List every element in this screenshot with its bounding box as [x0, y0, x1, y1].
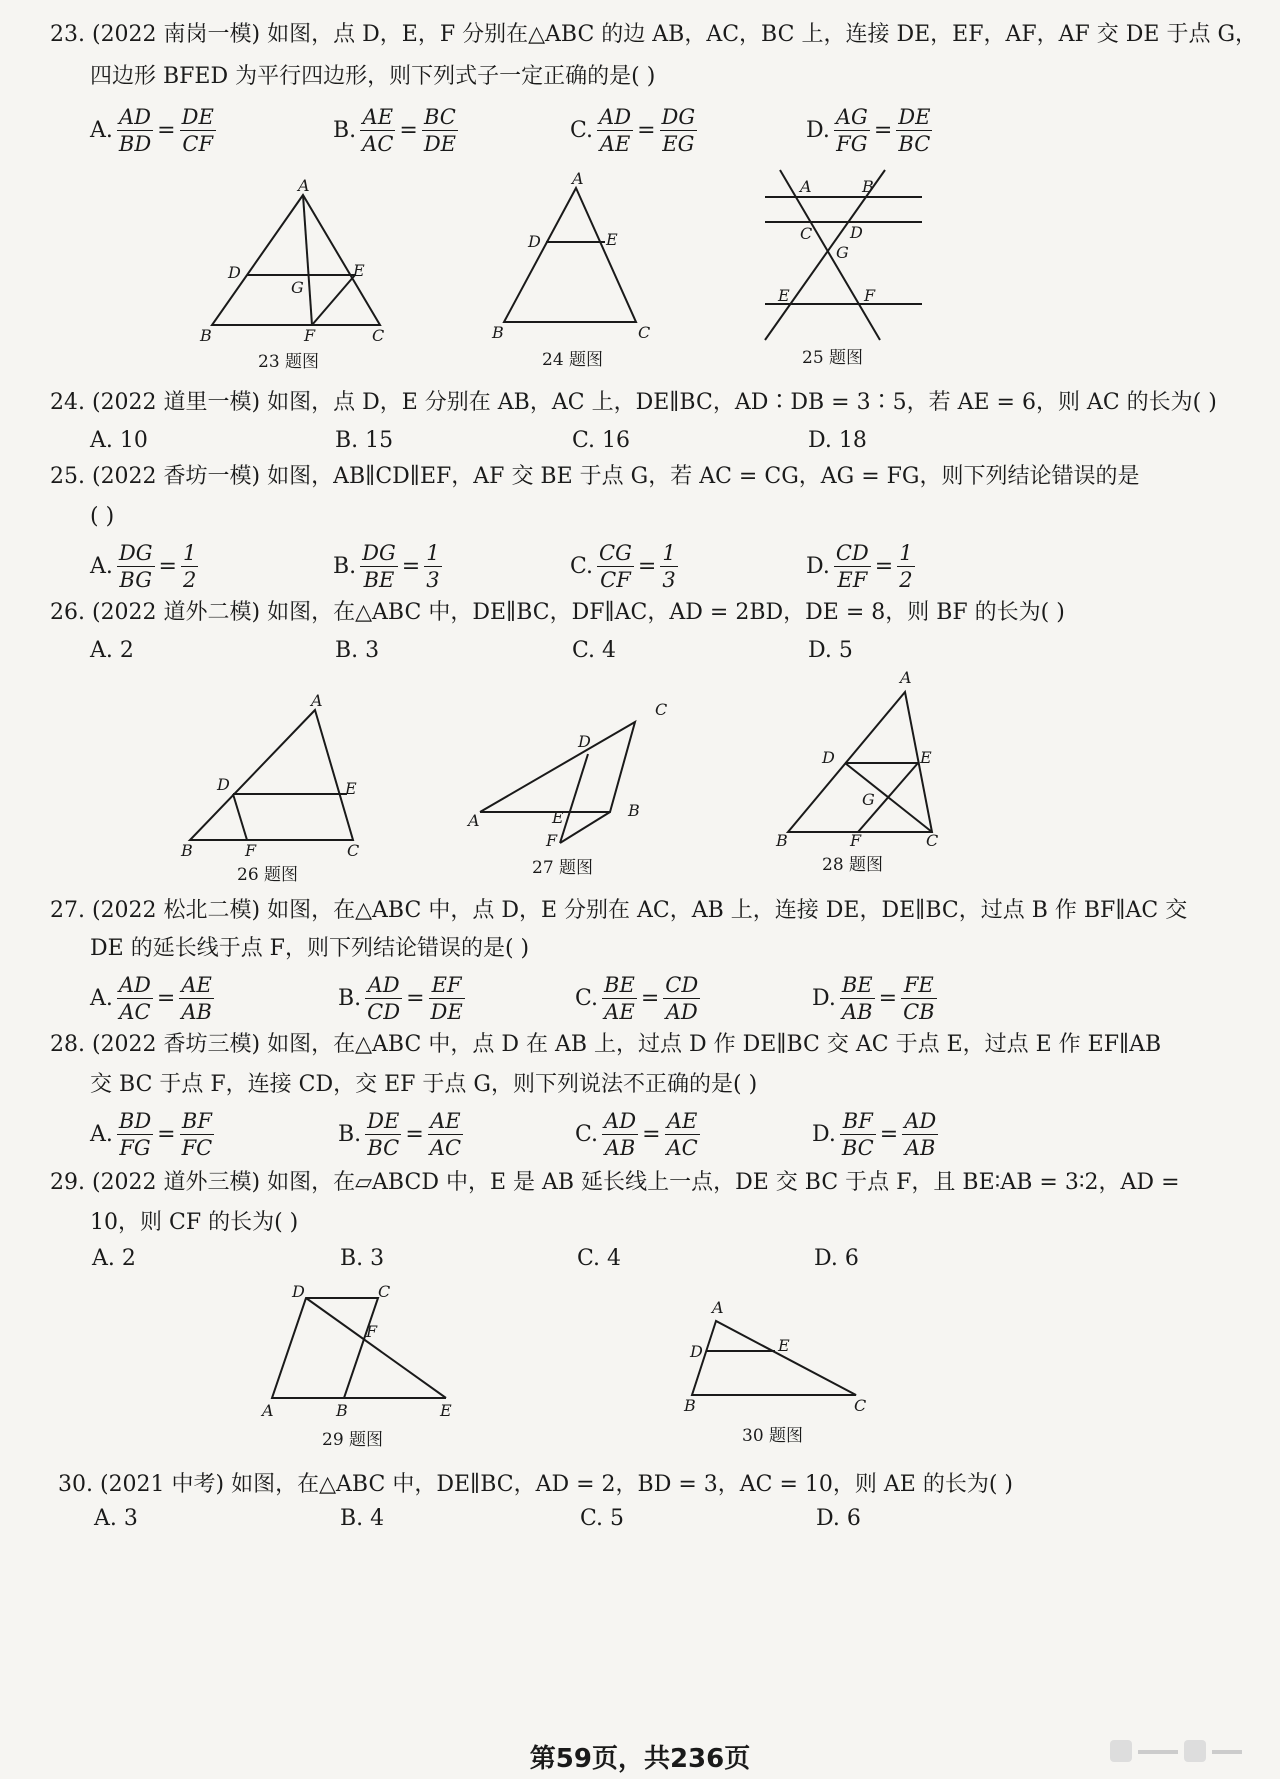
figure-28 [770, 670, 970, 880]
frac-num: AD [118, 973, 151, 997]
frac-den: EF [837, 568, 868, 592]
q26-text: 26. (2022 道外二模) 如图，在△ABC 中，DE∥BC，DF∥AC，AD = 2BD，DE = 8，则 BF 的长为( ) [50, 600, 1065, 625]
q25-text-line1: 25. (2022 香坊一模) 如图，AB∥CD∥EF，AF 交 BE 于点 G，若 AC = CG，AG = FG，则下列结论错误的是 [50, 464, 1140, 489]
frac-num: 1 [662, 541, 676, 565]
segment-df [560, 754, 588, 843]
label-d: D [528, 232, 541, 251]
q30-option-b[interactable]: B. 4 [340, 1506, 385, 1531]
figure-caption: 26 题图 [237, 865, 299, 885]
frac-num: BD [118, 1109, 152, 1133]
q23-option-b[interactable]: B. $\frac{AE}{AC}$ = $\frac{BC}{DE}$ [333, 105, 457, 156]
q28-option-b[interactable]: B. $\frac{DE}{BC}$ = $\frac{AE}{AC}$ [338, 1109, 462, 1160]
frac-num: AD [599, 105, 632, 129]
label-e: E [353, 261, 365, 280]
label-c: C [800, 224, 813, 243]
label-d: D [578, 732, 591, 751]
label-d: D [822, 748, 835, 767]
q24-option-d[interactable]: D. 18 [808, 428, 867, 453]
option-label: D. [806, 118, 830, 143]
label-b: B [492, 323, 504, 342]
label-b: B [181, 841, 193, 860]
frac-den: BD [118, 132, 152, 156]
frac-num: DG [362, 541, 396, 565]
figure-caption: 28 题图 [822, 855, 884, 875]
frac-num: AE [665, 1108, 700, 1135]
frac-num: 1 [182, 541, 197, 565]
option-label: B. [338, 986, 362, 1011]
frac-den: CF [600, 568, 631, 592]
label-g: G [291, 278, 304, 297]
option-label: A. [90, 1122, 113, 1147]
label-b: B [200, 326, 212, 345]
frac-den: 3 [662, 568, 676, 592]
frac-den: AB [841, 1000, 873, 1024]
option-label: B. [338, 1122, 362, 1147]
frac-den: BC [898, 132, 931, 156]
label-d: D [690, 1342, 703, 1361]
triangle-abc [480, 722, 635, 812]
frac-num: EF [429, 972, 465, 999]
figure-26 [175, 690, 375, 885]
frac-num: 1 [899, 541, 913, 565]
frac-num: 1 [426, 541, 440, 565]
figure-27 [460, 695, 700, 885]
option-label: B. [333, 554, 357, 579]
frac-den: CB [903, 1000, 935, 1024]
label-g: G [836, 243, 849, 262]
frac-num: DG [118, 541, 153, 565]
q29-option-c[interactable]: C. 4 [577, 1246, 622, 1271]
label-c: C [372, 326, 385, 345]
label-e: E [920, 748, 932, 767]
label-d: D [850, 223, 863, 242]
frac-den: 2 [899, 568, 913, 592]
q29-text-line2: 10，则 CF 的长为( ) [90, 1210, 299, 1235]
frac-den: BG [119, 568, 152, 592]
frac-num: AE [360, 104, 395, 131]
frac-den: CF [182, 132, 214, 156]
option-label: A. [90, 986, 113, 1011]
frac-num: DE [367, 1109, 400, 1133]
figure-caption: 30 题图 [742, 1426, 804, 1446]
label-a: A [468, 811, 480, 830]
q25-option-b[interactable]: B. $\frac{DG}{BE}$ = $\frac{1}{3}$ [333, 541, 440, 592]
triangle-abc [212, 195, 380, 325]
option-label: A. [90, 554, 113, 579]
frac-num: AG [835, 105, 868, 129]
frac-den: AB [904, 1136, 936, 1160]
q30-option-a[interactable]: A. 3 [94, 1506, 138, 1531]
toolbar-button[interactable] [1184, 1740, 1206, 1762]
label-c: C [638, 323, 651, 342]
frac-num: AD [604, 1109, 637, 1133]
label-e: E [552, 808, 564, 827]
q28-option-d[interactable]: D. $\frac{BF}{BC}$ = $\frac{AD}{AB}$ [812, 1109, 937, 1160]
frac-num: AE [428, 1108, 463, 1135]
option-label: D. [812, 1122, 836, 1147]
frac-den: AC [666, 1136, 698, 1160]
label-e: E [345, 779, 357, 798]
label-e: E [778, 1336, 790, 1355]
label-a: A [712, 1298, 724, 1317]
frac-num: BF [840, 1108, 876, 1135]
label-d: D [217, 775, 230, 794]
toolbar-divider [1212, 1750, 1242, 1754]
label-a: A [572, 169, 584, 188]
frac-num: AD [117, 104, 153, 131]
toolbar-button[interactable] [1110, 1740, 1132, 1762]
q27-option-c[interactable]: C. $\frac{BE}{AE}$ = $\frac{CD}{AD}$ [575, 973, 699, 1024]
q25-option-c[interactable]: C. $\frac{CG}{CF}$ = $\frac{1}{3}$ [570, 541, 676, 592]
figure-caption: 27 题图 [532, 858, 594, 878]
frac-den: CD [367, 1000, 401, 1024]
q26-option-d[interactable]: D. 5 [808, 638, 853, 663]
label-b: B [336, 1401, 348, 1420]
frac-den: AC [119, 1000, 151, 1024]
frac-num: AD [365, 972, 402, 999]
figure-29 [258, 1280, 478, 1455]
frac-den: AE [599, 132, 631, 156]
label-f: F [864, 286, 876, 305]
option-label: D. [806, 554, 830, 579]
q25-option-a[interactable]: A. $\frac{DG}{BG}$ = $\frac{1}{2}$ [90, 541, 197, 592]
frac-num: FE [901, 972, 937, 999]
frac-den: AC [429, 1136, 462, 1160]
q27-option-a[interactable]: A. $\frac{AD}{AC}$ = $\frac{AE}{AB}$ [90, 973, 212, 1024]
parallelogram-abcd [272, 1298, 378, 1398]
frac-num: CD [665, 973, 699, 997]
option-label: C. [570, 554, 594, 579]
q25-option-d[interactable]: D. $\frac{CD}{EF}$ = $\frac{1}{2}$ [806, 541, 913, 592]
figure-25 [760, 165, 930, 375]
frac-den: DE [423, 132, 457, 156]
frac-num: DE [898, 105, 931, 129]
label-a: A [262, 1401, 274, 1420]
frac-den: FG [836, 132, 868, 156]
label-c: C [347, 841, 360, 860]
segment-af [303, 195, 312, 325]
frac-num: CD [835, 541, 869, 565]
q27-text-line2: DE 的延长线于点 F，则下列结论错误的是( ) [90, 936, 530, 961]
q26-option-b[interactable]: B. 3 [335, 638, 380, 663]
label-f: F [245, 841, 257, 860]
frac-den: AE [604, 1000, 635, 1024]
q26-option-a[interactable]: A. 2 [90, 638, 134, 663]
label-g: G [862, 790, 875, 809]
triangle-abc [504, 188, 636, 322]
q29-text-line1: 29. (2022 道外三模) 如图，在▱ABCD 中，E 是 AB 延长线上一点，DE 交 BC 于点 F，且 BE∶AB = 3∶2，AD = [50, 1170, 1180, 1195]
q29-option-a[interactable]: A. 2 [92, 1246, 136, 1271]
frac-den: EG [662, 132, 695, 156]
label-d: D [292, 1282, 305, 1301]
q24-option-b[interactable]: B. 15 [335, 428, 394, 453]
figure-caption: 23 题图 [258, 352, 320, 372]
label-e: E [778, 286, 790, 305]
triangle-abc [190, 710, 353, 840]
frac-den: 3 [426, 568, 440, 592]
q23-option-d[interactable]: D. $\frac{AG}{FG}$ = $\frac{DE}{BC}$ [806, 105, 931, 156]
label-b: B [776, 831, 788, 850]
triangle-abc [692, 1321, 856, 1395]
label-f: F [366, 1322, 378, 1341]
q26-option-c[interactable]: C. 4 [572, 638, 617, 663]
q23-text-line2: 四边形 BFED 为平行四边形，则下列式子一定正确的是( ) [90, 64, 656, 89]
label-c: C [854, 1396, 867, 1415]
label-a: A [800, 177, 812, 196]
frac-den: BC [841, 1136, 874, 1160]
frac-num: BF [180, 1108, 215, 1135]
segment-dc [845, 763, 932, 832]
q30-text: 30. (2021 中考) 如图，在△ABC 中，DE∥BC，AD = 2，BD = 3，AC = 10，则 AE 的长为( ) [58, 1472, 1013, 1497]
frac-den: BE [363, 568, 395, 592]
viewer-toolbar [1110, 1738, 1270, 1766]
label-b: B [862, 177, 874, 196]
q27-option-d[interactable]: D. $\frac{BE}{AB}$ = $\frac{FE}{CB}$ [812, 973, 935, 1024]
label-b: B [684, 1396, 696, 1415]
option-label: C. [575, 1122, 599, 1147]
figure-23 [190, 175, 410, 375]
q30-option-d[interactable]: D. 6 [816, 1506, 861, 1531]
segment-df [233, 794, 247, 840]
toolbar-divider [1138, 1750, 1178, 1754]
label-e: E [606, 230, 618, 249]
frac-den: AB [604, 1136, 636, 1160]
q28-option-a[interactable]: A. $\frac{BD}{FG}$ = $\frac{BF}{FC}$ [90, 1109, 213, 1160]
page-indicator: 第59页，共236页 [529, 1744, 751, 1774]
q24-option-c[interactable]: C. 16 [572, 428, 631, 453]
label-f: F [850, 831, 862, 850]
figure-caption: 25 题图 [802, 348, 864, 368]
q28-option-c[interactable]: C. $\frac{AD}{AB}$ = $\frac{AE}{AC}$ [575, 1109, 698, 1160]
q29-option-d[interactable]: D. 6 [814, 1246, 859, 1271]
frac-num: CG [599, 541, 632, 565]
q24-text: 24. (2022 道里一模) 如图，点 D，E 分别在 AB，AC 上，DE∥BC，AD∶DB = 3∶5，若 AE = 6，则 AC 的长为( ) [50, 390, 1217, 415]
figure-24 [490, 170, 670, 375]
frac-num: AE [179, 972, 214, 999]
q30-option-c[interactable]: C. 5 [580, 1506, 625, 1531]
frac-num: BC [422, 104, 458, 131]
q24-option-a[interactable]: A. 10 [90, 428, 148, 453]
frac-den: BC [367, 1136, 400, 1160]
label-f: F [546, 831, 558, 850]
q28-text-line1: 28. (2022 香坊三模) 如图，在△ABC 中，点 D 在 AB 上，过点 D 作 DE∥BC 交 AC 于点 E，过点 E 作 EF∥AB [50, 1032, 1162, 1057]
frac-num: BE [841, 973, 873, 997]
segment-de [306, 1298, 446, 1398]
frac-den: DE [430, 1000, 463, 1024]
label-d: D [228, 263, 241, 282]
frac-den: FG [119, 1136, 151, 1160]
frac-den: FC [181, 1136, 213, 1160]
figure-caption: 24 题图 [542, 350, 604, 370]
label-c: C [926, 831, 939, 850]
q23-option-a[interactable]: A. $\frac{AD}{BD}$ = $\frac{DE}{CF}$ [90, 105, 214, 156]
frac-num: AD [904, 1109, 937, 1133]
frac-den: AC [362, 132, 394, 156]
q25-text-line2: ( ) [90, 504, 115, 529]
option-label: C. [570, 118, 594, 143]
label-c: C [655, 700, 668, 719]
frac-den: AB [181, 1000, 212, 1024]
option-label: B. [333, 118, 357, 143]
option-label: D. [812, 986, 836, 1011]
frac-num: DG [661, 105, 696, 129]
figure-caption: 29 题图 [322, 1430, 384, 1450]
figure-30 [680, 1295, 880, 1455]
frac-num: BE [604, 973, 635, 997]
frac-num: DE [181, 105, 214, 129]
q27-text-line1: 27. (2022 松北二模) 如图，在△ABC 中，点 D，E 分别在 AC，AB 上，连接 DE，DE∥BC，过点 B 作 BF∥AC 交 [50, 898, 1188, 923]
option-label: C. [575, 986, 599, 1011]
label-a: A [311, 691, 323, 710]
label-a: A [298, 176, 310, 195]
q28-text-line2: 交 BC 于点 F，连接 CD，交 EF 于点 G，则下列说法不正确的是( ) [90, 1072, 758, 1097]
option-label: A. [90, 118, 113, 143]
frac-den: AD [665, 1000, 698, 1024]
label-b: B [628, 801, 640, 820]
q23-option-c[interactable]: C. $\frac{AD}{AE}$ = $\frac{DG}{EG}$ [570, 105, 696, 156]
label-a: A [900, 668, 912, 687]
q23-text-line1: 23. (2022 南岗一模) 如图，点 D，E，F 分别在△ABC 的边 AB，AC，BC 上，连接 DE，EF，AF，AF 交 DE 于点 G， [50, 22, 1258, 47]
label-c: C [378, 1282, 391, 1301]
segment-ef [312, 275, 355, 325]
q29-option-b[interactable]: B. 3 [340, 1246, 385, 1271]
q27-option-b[interactable]: B. $\frac{AD}{CD}$ = $\frac{EF}{DE}$ [338, 973, 463, 1024]
label-f: F [304, 326, 316, 345]
frac-den: 2 [182, 568, 197, 592]
label-e: E [440, 1401, 452, 1420]
